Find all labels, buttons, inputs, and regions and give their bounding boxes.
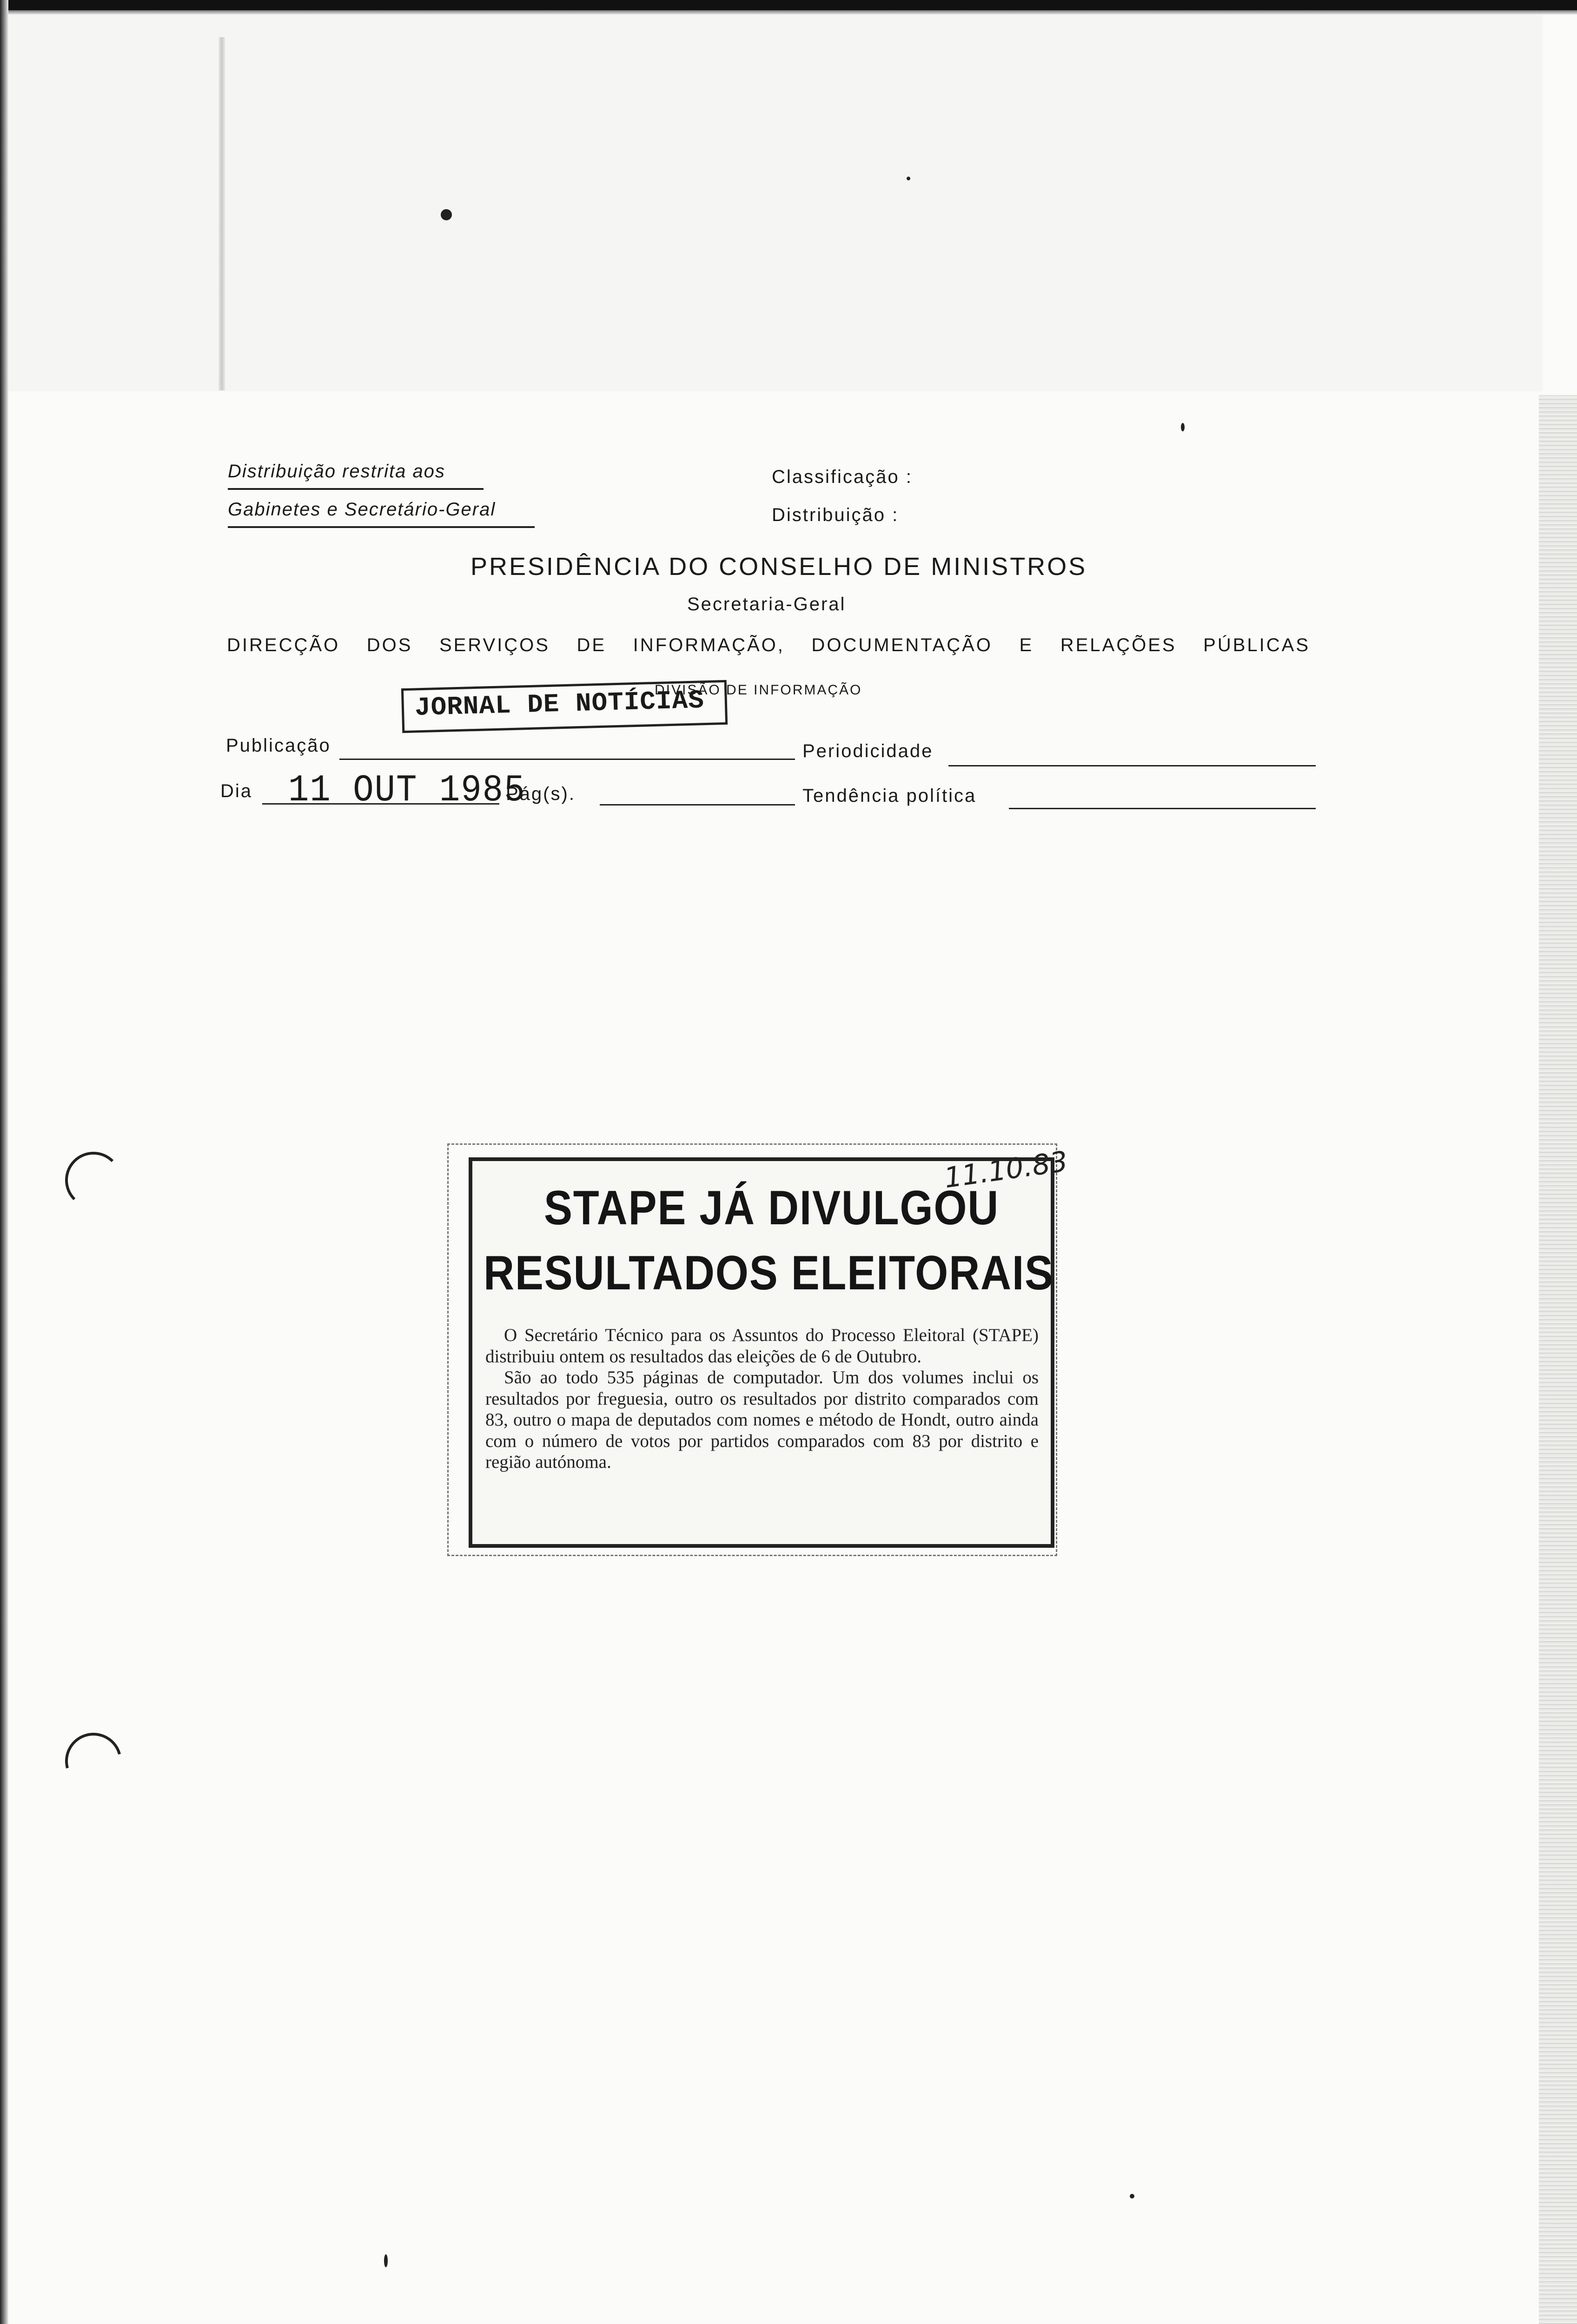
restricted-line-1: Distribuição restrita aos (228, 461, 445, 482)
periodicity-label: Periodicidade (802, 741, 934, 761)
speck (1130, 2194, 1134, 2199)
restricted-underline-1 (228, 488, 484, 490)
day-label: Dia (220, 781, 253, 801)
clipping-paragraph-2: São ao todo 535 páginas de computador. Um dos volumes inclui os resultados por freguesia, outro os resultados por distrito comparados com 83, outro o mapa de deputados com nomes e método de Hondt, outro ainda com o número de votos por partidos comparados com 83 por distrito e região autónoma. (485, 1367, 1039, 1472)
scan-top-gradient (0, 10, 1577, 15)
scan-left-edge (0, 0, 8, 2324)
pages-line (600, 804, 795, 805)
scan-right-edge (1539, 395, 1577, 2324)
clipping-handwritten-note: 11.10.83 (942, 1145, 1070, 1195)
organization-title: PRESIDÊNCIA DO CONSELHO DE MINISTROS (470, 553, 1087, 581)
restricted-line-2: Gabinetes e Secretário-Geral (228, 499, 496, 520)
distribution-label: Distribuição : (772, 505, 899, 525)
classification-label: Classificação : (772, 467, 913, 487)
clipping-headline-line-1: STAPE JÁ DIVULGOU (544, 1181, 1000, 1235)
publication-label: Publicação (226, 735, 331, 756)
directorate-title: DIRECÇÃO DOS SERVIÇOS DE INFORMAÇÃO, DOCUMENTAÇÃO E RELAÇÕES PÚBLICAS (227, 635, 1310, 655)
division-title: DIVISÃO DE INFORMAÇÃO (655, 682, 862, 698)
pages-label: Pág(s). (506, 784, 576, 804)
political-tendency-label: Tendência política (802, 786, 977, 806)
speck (441, 209, 452, 220)
punch-hole-upper (65, 1152, 122, 1208)
day-value: 11 OUT 1985 (288, 769, 526, 812)
publication-stamp: JORNAL DE NOTÍCIAS (414, 685, 705, 723)
clipping-headline-line-2: RESULTADOS ELEITORAIS (484, 1246, 1054, 1300)
political-tendency-line (1009, 808, 1316, 809)
speck (1181, 423, 1185, 431)
scan-top-edge (0, 0, 1577, 10)
publication-line (339, 759, 795, 760)
scan-shade (8, 15, 1543, 391)
periodicity-line (948, 765, 1316, 766)
clipping-body (485, 1325, 1039, 1473)
speck (907, 177, 910, 180)
secretariat-title: Secretaria-Geral (687, 594, 846, 614)
speck (384, 2254, 388, 2267)
clipping-paragraph-1: O Secretário Técnico para os Assuntos do Processo Eleitoral (STAPE) distribuiu ontem os resultados das eleições de 6 de Outubro. (485, 1325, 1039, 1367)
paper-crease (219, 37, 225, 390)
restricted-underline-2 (228, 526, 535, 528)
punch-hole-lower (55, 1723, 133, 1800)
